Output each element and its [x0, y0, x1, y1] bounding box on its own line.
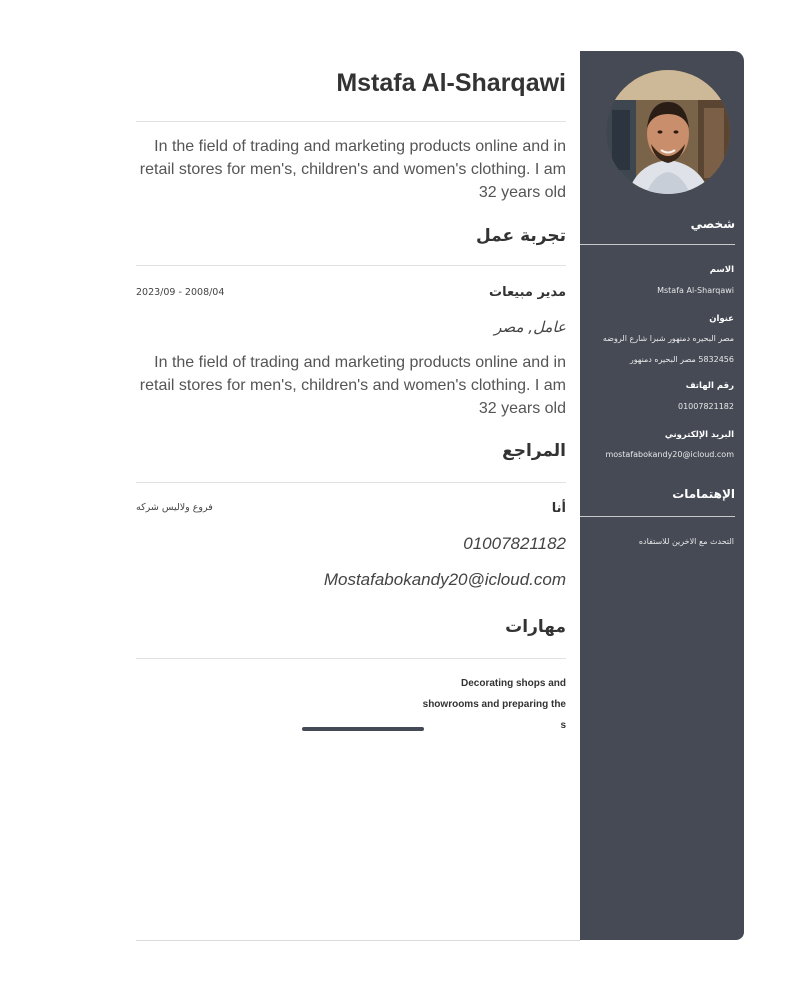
- phone-label: رقم الهاتف: [685, 381, 734, 391]
- skill-item: Decorating shops and showrooms and preparing the s: [422, 678, 566, 731]
- reference-company: فروع ولاليس شركه: [136, 502, 213, 513]
- experience-heading: تجربة عمل: [475, 226, 566, 246]
- name-label: الاسم: [709, 265, 734, 275]
- skill-level-fill: [302, 727, 424, 731]
- job-dates: 2023/09 - 2008/04: [136, 287, 225, 298]
- name-value: Mstafa Al-Sharqawi: [657, 286, 734, 295]
- sidebar-divider: [580, 516, 735, 517]
- divider: [136, 658, 566, 659]
- skills-heading: مهارات: [505, 617, 566, 637]
- profile-photo: [606, 70, 730, 194]
- main-column: [136, 51, 566, 941]
- divider: [136, 121, 566, 122]
- personal-heading: شخصي: [690, 217, 735, 231]
- avatar: [606, 70, 730, 194]
- address-label: عنوان: [709, 314, 734, 324]
- reference-phone: 01007821182: [463, 534, 566, 553]
- divider: [136, 482, 566, 483]
- job-location: عامل, مصر: [494, 318, 566, 336]
- interest-item: التحدث مع الاخرين للاستفاده: [638, 537, 734, 546]
- reference-name: أنا: [551, 501, 566, 516]
- job-title: مدير مبيعات: [489, 285, 566, 300]
- sidebar: [580, 51, 744, 940]
- profile-summary: In the field of trading and marketing products online and in retail stores for men's, children's and women's clothing. I am 32 years old: [139, 138, 566, 201]
- page-bottom-divider: [136, 940, 580, 941]
- phone-value: 01007821182: [678, 402, 734, 411]
- address-line-2: 5832456 مصر البحيره دمنهور: [629, 355, 734, 364]
- job-description: In the field of trading and marketing products online and in retail stores for men's, children's and women's clothing. I am 32 years old: [139, 354, 566, 417]
- email-label: البريد الإلكتروني: [664, 430, 734, 440]
- skill-level-bar: [302, 727, 424, 731]
- divider: [136, 265, 566, 266]
- email-value: mostafabokandy20@icloud.com: [605, 450, 734, 459]
- person-name: Mstafa Al-Sharqawi: [336, 69, 566, 97]
- reference-email: Mostafabokandy20@icloud.com: [323, 570, 566, 589]
- references-heading: المراجع: [502, 441, 566, 461]
- interests-heading: الإهتمامات: [672, 487, 735, 501]
- sidebar-divider: [580, 244, 735, 245]
- address-line-1: مصر البحيره دمنهور شبرا شارع الروضه: [602, 334, 734, 343]
